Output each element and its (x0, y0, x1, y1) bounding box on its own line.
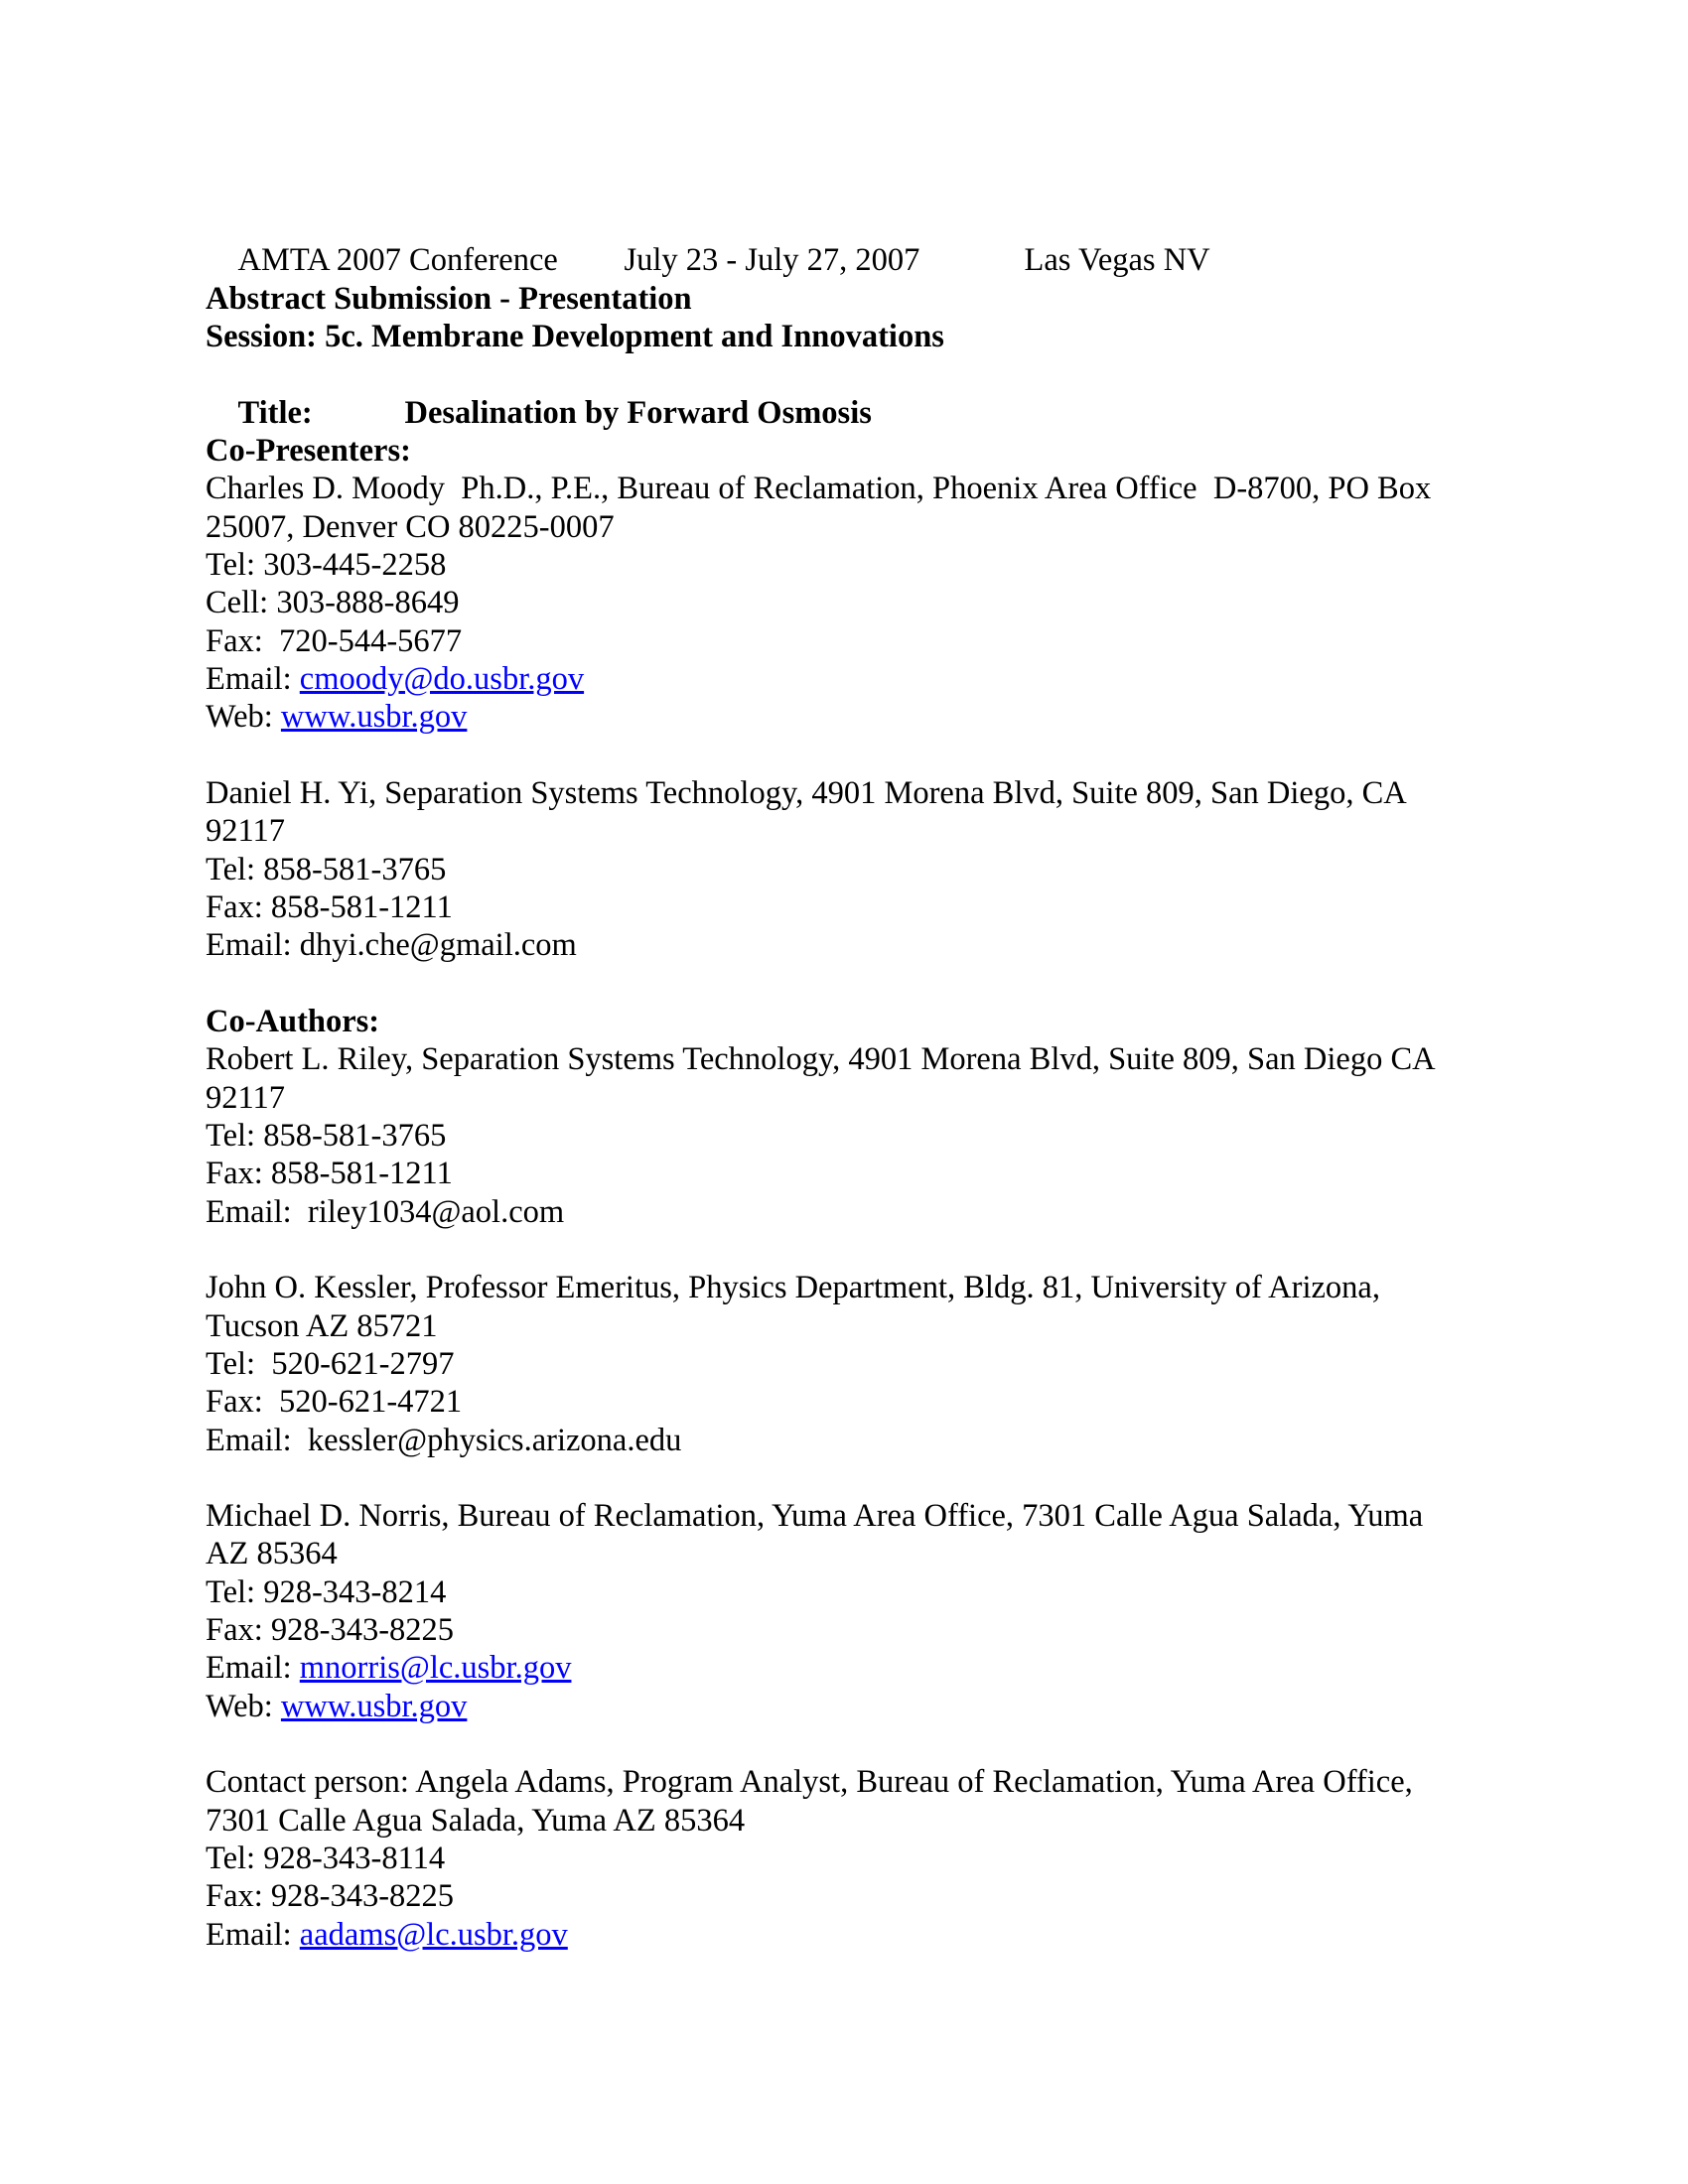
author-affiliation: 92117 (206, 1079, 286, 1116)
tel-line: Tel: 520-621-2797 (206, 1345, 455, 1382)
author-affiliation: John O. Kessler, Professor Emeritus, Physics Department, Bldg. 81, University of Arizona, (206, 1270, 1380, 1306)
fax-line: Fax: 928-343-8225 (206, 1612, 455, 1649)
title-line (206, 355, 1589, 431)
tel-line: Tel: 858-581-3765 (206, 1117, 447, 1154)
email-line: Email: riley1034@aol.com (206, 1193, 565, 1230)
co-presenters-heading: Co-Presenters: (206, 432, 411, 469)
co-authors-heading: Co-Authors: (206, 1003, 380, 1039)
tel-line: Tel: 858-581-3765 (206, 851, 447, 887)
email-label: Email: (206, 660, 300, 697)
contact-affiliation: 7301 Calle Agua Salada, Yuma AZ 85364 (206, 1802, 746, 1839)
spacer (206, 1459, 1589, 1497)
presenter-affiliation: Charles D. Moody Ph.D., P.E., Bureau of Reclamation, Phoenix Area Office D-8700, PO Box (206, 471, 1432, 507)
email-label: Email: (206, 1650, 300, 1687)
spacer (206, 1231, 1589, 1269)
abstract-title: Desalination by Forward Osmosis (404, 394, 872, 431)
author-affiliation: Tucson AZ 85721 (206, 1307, 438, 1344)
conference-location: Las Vegas NV (1024, 242, 1210, 279)
email-line: Email: kessler@physics.arizona.edu (206, 1422, 682, 1458)
presenter-charles-moody (206, 470, 1589, 736)
fax-line: Fax: 928-343-8225 (206, 1878, 455, 1915)
conference-header-line (206, 204, 1589, 279)
presenter-affiliation: 92117 (206, 813, 286, 850)
web-link-usbr[interactable]: www.usbr.gov (280, 699, 468, 736)
title-label: Title: (237, 394, 313, 431)
email-line (206, 1916, 1589, 1954)
email-line (206, 660, 1589, 698)
session-line: Session: 5c. Membrane Development and Innovations (206, 318, 944, 354)
conference-dates: July 23 - July 27, 2007 (624, 242, 920, 279)
contact-affiliation: Contact person: Angela Adams, Program Analyst, Bureau of Reclamation, Yuma Area Office, (206, 1764, 1413, 1801)
fax-line: Fax: 858-581-1211 (206, 1156, 453, 1192)
spacer (206, 737, 1589, 774)
spacer (206, 1725, 1589, 1763)
fax-line: Fax: 720-544-5677 (206, 622, 463, 659)
tel-line: Tel: 928-343-8114 (206, 1841, 446, 1877)
spacer (206, 965, 1589, 1003)
fax-line: Fax: 858-581-1211 (206, 888, 453, 925)
tel-line: Tel: 928-343-8214 (206, 1573, 447, 1610)
author-affiliation: Robert L. Riley, Separation Systems Technology, 4901 Morena Blvd, Suite 809, San Diego CA (206, 1041, 1436, 1078)
web-label: Web: (206, 1688, 281, 1724)
web-link-usbr[interactable]: www.usbr.gov (280, 1688, 468, 1724)
author-affiliation: AZ 85364 (206, 1536, 338, 1572)
fax-line: Fax: 520-621-4721 (206, 1384, 463, 1421)
email-link-aadams[interactable]: aadams@lc.usbr.gov (299, 1916, 568, 1953)
author-robert-riley (206, 1040, 1589, 1231)
web-label: Web: (206, 699, 281, 736)
author-john-kessler (206, 1269, 1589, 1459)
presenter-affiliation: 25007, Denver CO 80225-0007 (206, 508, 615, 545)
email-line: Email: dhyi.che@gmail.com (206, 927, 577, 964)
web-line (206, 698, 1589, 736)
email-link-mnorris[interactable]: mnorris@lc.usbr.gov (299, 1650, 572, 1687)
cell-line: Cell: 303-888-8649 (206, 585, 460, 621)
web-line (206, 1688, 1589, 1725)
email-line (206, 1649, 1589, 1687)
author-michael-norris (206, 1497, 1589, 1725)
tel-line: Tel: 303-445-2258 (206, 546, 447, 583)
presenter-daniel-yi (206, 774, 1589, 965)
conference-name: AMTA 2007 Conference (237, 242, 558, 279)
email-link-cmoody[interactable]: cmoody@do.usbr.gov (299, 660, 585, 697)
author-affiliation: Michael D. Norris, Bureau of Reclamation, Yuma Area Office, 7301 Calle Agua Salada, Yuma (206, 1498, 1424, 1535)
presenter-affiliation: Daniel H. Yi, Separation Systems Technology, 4901 Morena Blvd, Suite 809, San Diego, CA (206, 774, 1407, 811)
contact-person-angela-adams (206, 1763, 1589, 1954)
email-label: Email: (206, 1916, 300, 1953)
submission-type: Abstract Submission - Presentation (206, 280, 692, 317)
